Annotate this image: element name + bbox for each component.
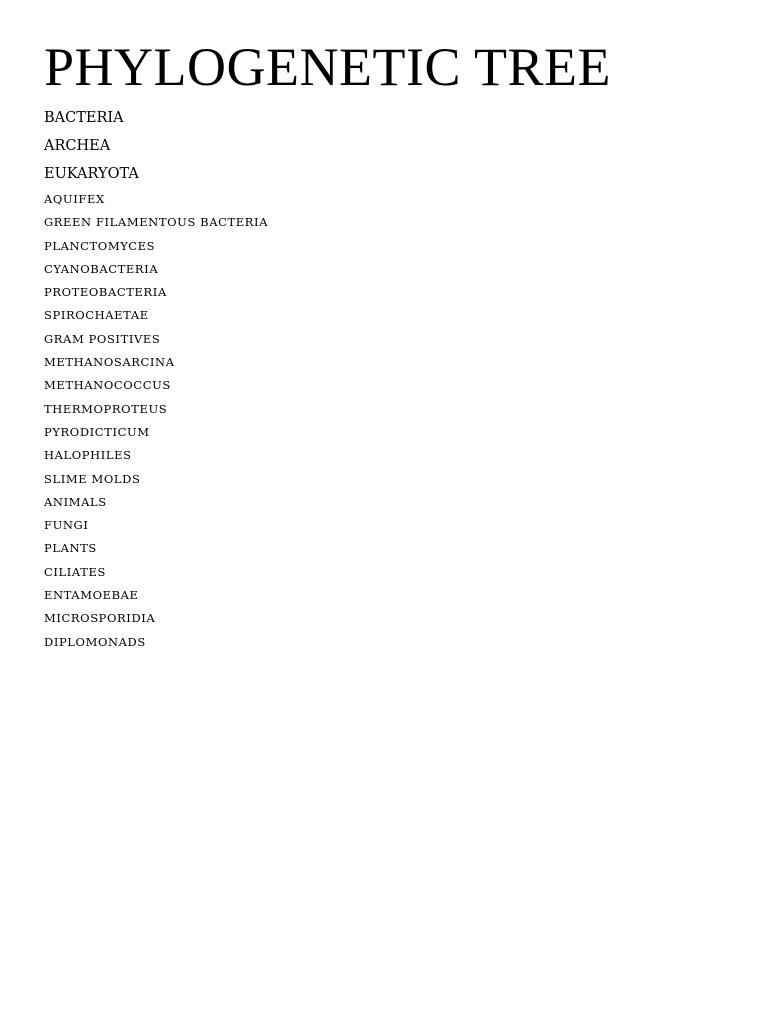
document-page — [44, 36, 744, 654]
group-item: SLIME MOLDS — [44, 471, 141, 486]
group-item: PYRODICTICUM — [44, 424, 150, 439]
domain-item-archea: ARCHEA — [44, 138, 111, 154]
group-item: HALOPHILES — [44, 448, 132, 463]
group-item: PLANTS — [44, 541, 97, 556]
group-item: SPIROCHAETAE — [44, 308, 149, 323]
group-item: ANIMALS — [44, 494, 107, 509]
group-item: AQUIFEX — [44, 192, 105, 206]
domain-list — [44, 104, 744, 188]
domain-item-bacteria: BACTERIA — [44, 110, 124, 126]
domain-item-eukaryota: EUKARYOTA — [44, 166, 139, 182]
page-title: PHYLOGENETIC TREE — [44, 37, 611, 97]
group-item: FUNGI — [44, 518, 89, 533]
group-item: CILIATES — [44, 564, 106, 579]
group-item: THERMOPROTEUS — [44, 401, 168, 416]
group-item: GREEN FILAMENTOUS BACTERIA — [44, 215, 269, 230]
group-item: MICROSPORIDIA — [44, 611, 156, 626]
group-item: ENTAMOEBAE — [44, 588, 139, 603]
group-item: DIPLOMONADS — [44, 634, 146, 649]
group-item: CYANOBACTERIA — [44, 261, 159, 276]
group-list — [44, 188, 744, 654]
group-item: PLANCTOMYCES — [44, 238, 156, 253]
group-item: METHANOSARCINA — [44, 355, 175, 370]
group-item: GRAM POSITIVES — [44, 331, 161, 346]
group-item: PROTEOBACTERIA — [44, 285, 167, 300]
group-item: METHANOCOCCUS — [44, 378, 171, 393]
